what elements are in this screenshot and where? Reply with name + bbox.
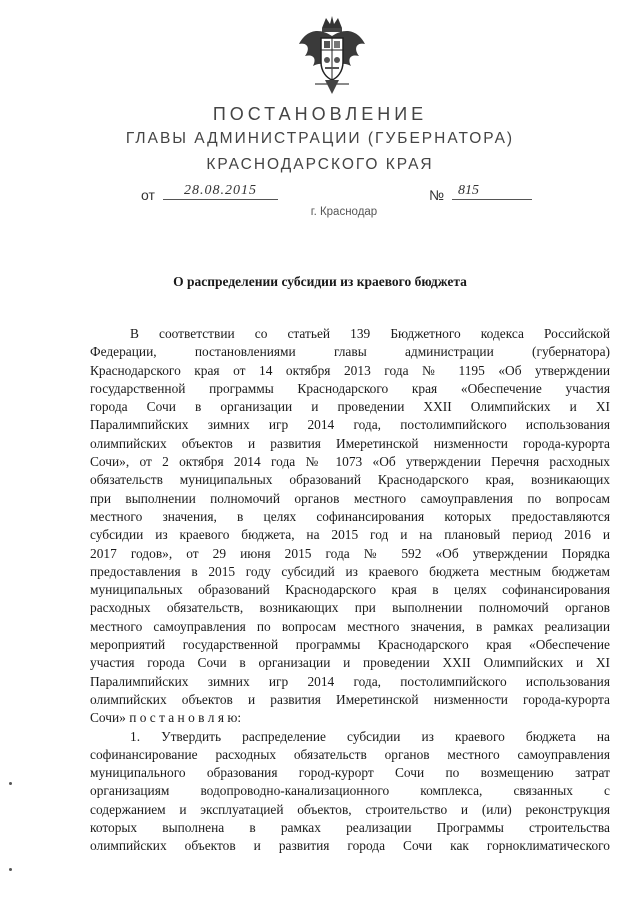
coat-of-arms-icon xyxy=(295,14,369,96)
body-line: предоставления в 2015 году субсидий из краевого бюджета местным бюджетам xyxy=(90,563,610,579)
body-line: государственной программы Краснодарского края «Обеспечение участия xyxy=(90,380,610,396)
body-line: муниципальных образований Краснодарского края в целях софинансирования xyxy=(90,582,610,598)
body-line: субсидии из краевого бюджета, на 2015 год и на плановый период 2016 и xyxy=(90,527,610,543)
body-line: местного значения, в целях софинансирования которых предоставляются xyxy=(90,508,610,524)
document-body xyxy=(90,325,610,856)
date-number-line xyxy=(0,183,640,207)
scan-mark xyxy=(9,868,12,871)
body-line: местного самоуправления по вопросам местного значения, в рамках реализации xyxy=(90,618,610,634)
body-line: обязательств муниципальных образований Краснодарского края, возникающих xyxy=(90,472,610,488)
body-line: муниципального образования город-курорт Сочи по возмещению затрат xyxy=(90,765,610,781)
body-line: олимпийских объектов и развития Имеретинской низменности города-курорта xyxy=(90,691,610,707)
number-value: 815 xyxy=(452,183,532,200)
body-line: 1. Утвердить распределение субсидии из краевого бюджета на xyxy=(130,728,610,744)
body-line: города Сочи в организации и проведении XXII Олимпийских и XI xyxy=(90,399,610,415)
body-line: организациям водопроводно-канализационного комплекса, связанных с xyxy=(90,783,610,799)
body-line: участия города Сочи в организации и проведении XXII Олимпийских и XI xyxy=(90,655,610,671)
body-line: мероприятий государственной программы Краснодарского края «Обеспечение xyxy=(90,637,610,653)
body-line: 2017 годов», от 29 июня 2015 года № 592 «Об утверждении Порядка xyxy=(90,545,610,561)
scan-mark xyxy=(9,782,12,785)
body-line: Федерации, постановлениями главы администрации (губернатора) xyxy=(90,344,610,360)
number-prefix: № xyxy=(429,187,445,203)
body-line: олимпийских объектов и развития Имеретинской низменности города-курорта xyxy=(90,435,610,451)
body-line: содержанием и эксплуатацией объектов, строительство и (или) реконструкция xyxy=(90,801,610,817)
body-line: Сочи», от 2 октября 2014 года № 1073 «Об утверждении Перечня расходных xyxy=(90,454,610,470)
region-heading: КРАСНОДАРСКОГО КРАЯ xyxy=(206,156,434,173)
document-title: О распределении субсидии из краевого бюджета xyxy=(173,274,467,289)
body-line: которых выполнена в рамках реализации Программы строительства xyxy=(90,820,610,836)
document-type-heading: ПОСТАНОВЛЕНИЕ xyxy=(212,104,428,124)
body-line: В соответствии со статьей 139 Бюджетного кодекса Российской xyxy=(130,326,610,341)
body-line: Краснодарского края от 14 октября 2013 года № 1195 «Об утверждении xyxy=(90,362,610,378)
city-label: г. Краснодар xyxy=(310,206,378,218)
date-prefix: от xyxy=(141,187,155,203)
body-line: Сочи» п о с т а н о в л я ю: xyxy=(90,710,242,726)
body-line: Паралимпийских зимних игр 2014 года, постолимпийского использования xyxy=(90,673,610,689)
body-line: софинансирование расходных обязательств органов местного самоуправления xyxy=(90,746,610,762)
issuer-heading: ГЛАВЫ АДМИНИСТРАЦИИ (ГУБЕРНАТОРА) xyxy=(125,130,515,147)
body-line: олимпийских объектов и развития города Сочи как горноклиматического xyxy=(90,838,610,854)
date-value: 28.08.2015 xyxy=(163,183,278,200)
body-line: при выполнении полномочий органов местного самоуправления по вопросам xyxy=(90,490,610,506)
body-line: Паралимпийских зимних игр 2014 года, постолимпийского использования xyxy=(90,417,610,433)
body-line: расходных обязательств, возникающих при выполнении полномочий органов xyxy=(90,600,610,616)
